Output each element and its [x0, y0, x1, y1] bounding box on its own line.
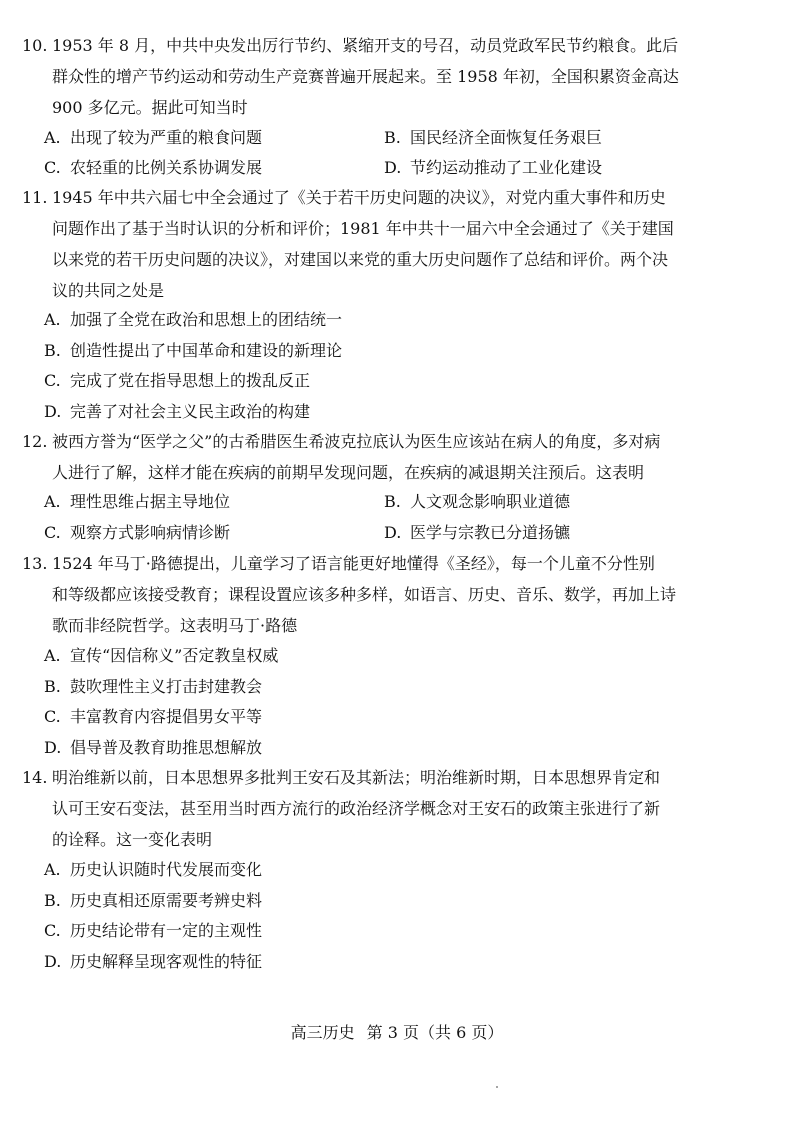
option-c: C. 农轻重的比例关系协调发展 [44, 158, 263, 177]
question-text-line: 1953 年 8 月，中共中央发出厉行节约、紧缩开支的号召，动员党政军民节约粮食。此后 [52, 36, 679, 55]
footer-subject: 高三历史 [290, 1023, 355, 1042]
question-text-line: 和等级都应该接受教育；课程设置应该多种多样，如语言、历史、音乐、数学，再加上诗 [52, 585, 677, 604]
question-text-line: 明治维新以前，日本思想界多批判王安石及其新法；明治维新时期，日本思想界肯定和 [52, 768, 661, 787]
question-text-line: 群众性的增产节约运动和劳动生产竞赛普遍开展起来。至 1958 年初，全国积累资金高达 [52, 67, 679, 86]
question-text-line: 被西方誉为“医学之父”的古希腊医生希波克拉底认为医生应该站在病人的角度，多对病 [52, 432, 661, 451]
option-d: D. 完善了对社会主义民主政治的构建 [44, 402, 311, 421]
option-a: A. 历史认识随时代发展而变化 [44, 860, 263, 879]
option-b: B. 国民经济全面恢复任务艰巨 [384, 128, 603, 147]
option-a: A. 加强了全党在政治和思想上的团结统一 [44, 310, 343, 329]
option-b: B. 鼓吹理性主义打击封建教会 [44, 677, 263, 696]
option-a: A. 理性思维占据主导地位 [44, 492, 231, 511]
question-number: 10. [22, 36, 48, 55]
option-d: D. 医学与宗教已分道扬镳 [384, 523, 571, 542]
question-text-line: 人进行了解，这样才能在疾病的前期早发现问题，在疾病的减退期关注预后。这表明 [52, 463, 645, 482]
option-c: C. 观察方式影响病情诊断 [44, 523, 231, 542]
question-text-line: 的诠释。这一变化表明 [52, 830, 213, 849]
question-text-line: 900 多亿元。据此可知当时 [52, 98, 248, 117]
option-c: C. 历史结论带有一定的主观性 [44, 921, 263, 940]
question-text-line: 歌而非经院哲学。这表明马丁·路德 [52, 616, 298, 635]
option-d: D. 历史解释呈现客观性的特征 [44, 952, 263, 971]
question-number: 11. [22, 188, 48, 207]
question-text-line: 认可王安石变法，甚至用当时西方流行的政治经济学概念对王安石的政策主张进行了新 [52, 799, 661, 818]
question-text-line: 以来党的若干历史问题的决议》，对建国以来党的重大历史问题作了总结和评价。两个决 [52, 250, 669, 269]
option-d: D. 倡导普及教育助推思想解放 [44, 738, 263, 757]
option-a: A. 宣传“因信称义”否定教皇权威 [44, 646, 279, 665]
option-d: D. 节约运动推动了工业化建设 [384, 158, 603, 177]
option-c: C. 完成了党在指导思想上的拨乱反正 [44, 371, 311, 390]
option-b: B. 历史真相还原需要考辨史料 [44, 891, 263, 910]
option-a: A. 出现了较为严重的粮食问题 [44, 128, 263, 147]
page-footer [0, 1020, 794, 1043]
option-c: C. 丰富教育内容提倡男女平等 [44, 707, 263, 726]
option-b: B. 人文观念影响职业道德 [384, 492, 571, 511]
question-number: 14. [22, 768, 48, 787]
question-text-line: 问题作出了基于当时认识的分析和评价；1981 年中共十一届六中全会通过了《关于建国 [52, 219, 674, 238]
question-text-line: 议的共同之处是 [52, 281, 165, 300]
question-number: 13. [22, 554, 48, 573]
question-number: 12. [22, 432, 48, 451]
question-text-line: 1945 年中共六届七中全会通过了《关于若干历史问题的决议》，对党内重大事件和历史 [52, 188, 666, 207]
footer-page-number: 第 3 页（共 6 页） [366, 1023, 504, 1042]
option-b: B. 创造性提出了中国革命和建设的新理论 [44, 341, 343, 360]
scan-speck [496, 1086, 498, 1088]
question-text-line: 1524 年马丁·路德提出，儿童学习了语言能更好地懂得《圣经》，每一个儿童不分性别 [52, 554, 655, 573]
